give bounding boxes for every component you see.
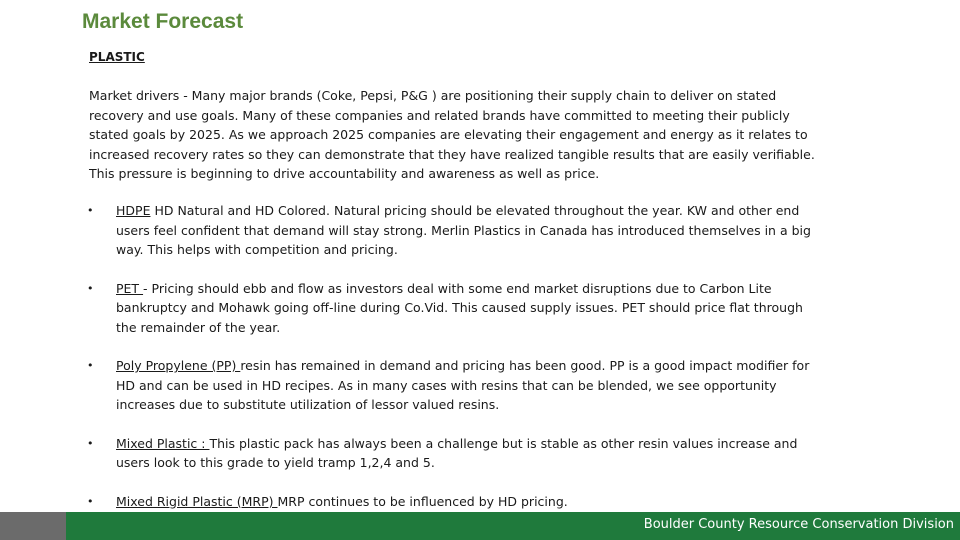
bullet-item-mixed-plastic	[85, 434, 825, 473]
section-heading: PLASTIC	[89, 50, 145, 64]
bullet-text: MRP continues to be influenced by HD pricing.	[277, 493, 568, 509]
bullet-item-hdpe	[85, 201, 825, 260]
bullet-label: Poly Propylene (PP)	[116, 358, 241, 373]
bullet-icon: •	[87, 494, 94, 508]
page-title: Market Forecast	[82, 10, 244, 33]
bullet-icon: •	[87, 281, 94, 295]
bullet-item-pet	[85, 279, 825, 338]
bullet-text: This plastic pack has always been a challenge but is stable as other resin values increase and users look to this grade to yield tramp 1,2,4 and 5.	[116, 435, 798, 470]
bullet-icon: •	[87, 204, 94, 217]
bullet-icon: •	[87, 436, 94, 450]
bullet-label: Mixed Rigid Plastic (MRP)	[116, 493, 278, 509]
bullet-label: Mixed Plastic :	[116, 435, 210, 451]
bullet-label: PET	[116, 280, 144, 296]
footer	[0, 512, 960, 540]
bullet-item-mrp	[85, 492, 825, 512]
bullet-text: resin has remained in demand and pricing has been good. PP is a good impact modifier for HD and can be used in HD recipes. As in many cases with resins that can be blended, we see opportunity increases due to substitute utilization of lessor valued resins.	[116, 358, 810, 412]
bullet-icon: •	[87, 359, 94, 372]
bullet-text: HD Natural and HD Colored. Natural pricing should be elevated throughout the year. KW and other end users feel confident that demand will stay strong. Merlin Plastics in Canada has introduced themselves in a big way. This helps with competition and pricing.	[116, 203, 811, 257]
footer-organization: Boulder County Resource Conservation Division	[643, 517, 954, 532]
footer-left-block	[0, 512, 66, 540]
intro-paragraph: Market drivers - Many major brands (Coke, Pepsi, P&G ) are positioning their supply chain to deliver on stated recovery and use goals. Many of these companies and related brands have committed to meeting their publicly stated goals by 2025. As we approach 2025 companies are elevating their engagement and energy as it relates to increased recovery rates so they can demonstrate that they have realized tangible results that are easily verifiable. This pressure is beginning to drive accountability and awareness as well as price.	[89, 88, 815, 181]
bullet-list	[85, 201, 825, 511]
bullet-text: - Pricing should ebb and flow as investors deal with some end market disruptions due to Carbon Lite bankruptcy and Mohawk going off-line during Co.Vid. This caused supply issues. PET should price flat through the remainder of the year.	[116, 280, 803, 335]
bullet-label: HDPE	[116, 203, 151, 218]
footer-bar	[66, 512, 960, 540]
bullet-item-pp	[85, 356, 825, 415]
